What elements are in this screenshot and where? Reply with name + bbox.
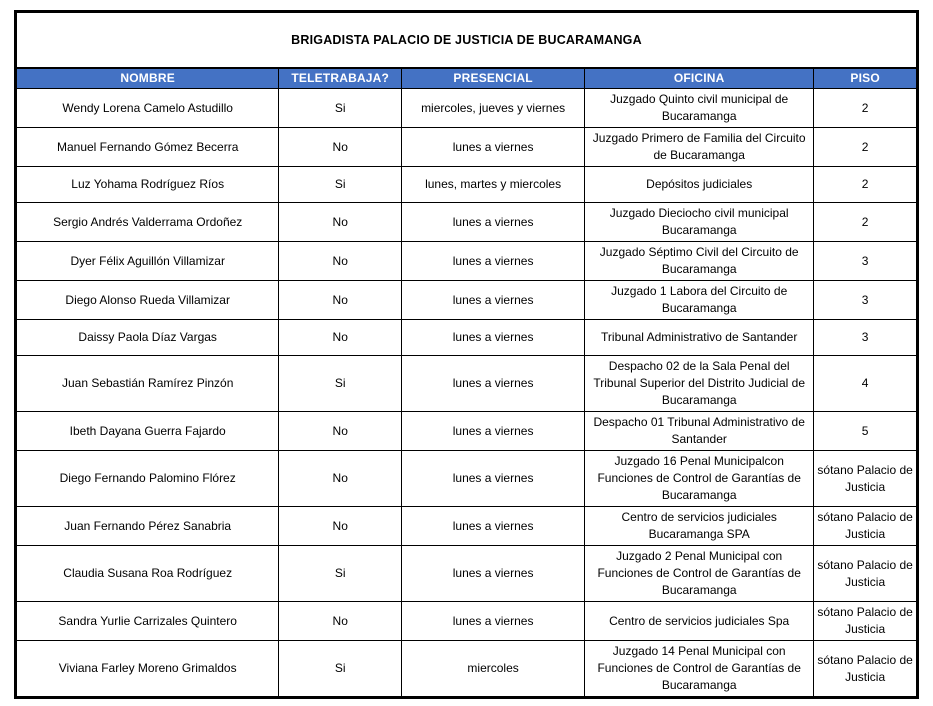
table-row: [16, 546, 918, 602]
cell-piso: sótano Palacio de Justicia: [814, 546, 918, 602]
cell-teletrabaja: Si: [279, 167, 402, 203]
header-row: [16, 68, 918, 89]
table-row: [16, 602, 918, 641]
cell-nombre: Wendy Lorena Camelo Astudillo: [16, 89, 279, 128]
cell-teletrabaja: Si: [279, 641, 402, 698]
cell-piso: sótano Palacio de Justicia: [814, 507, 918, 546]
cell-piso: 3: [814, 320, 918, 356]
column-header-presencial: PRESENCIAL: [402, 68, 585, 89]
table-row: [16, 412, 918, 451]
cell-nombre: Juan Fernando Pérez Sanabria: [16, 507, 279, 546]
cell-teletrabaja: No: [279, 507, 402, 546]
cell-nombre: Manuel Fernando Gómez Becerra: [16, 128, 279, 167]
cell-teletrabaja: Si: [279, 356, 402, 412]
cell-teletrabaja: No: [279, 602, 402, 641]
cell-oficina: Despacho 02 de la Sala Penal del Tribunal Superior del Distrito Judicial de Bucaramanga: [585, 356, 814, 412]
column-header-oficina: OFICINA: [585, 68, 814, 89]
cell-piso: 2: [814, 89, 918, 128]
cell-piso: 2: [814, 167, 918, 203]
cell-teletrabaja: No: [279, 281, 402, 320]
table-row: [16, 128, 918, 167]
cell-piso: sótano Palacio de Justicia: [814, 641, 918, 698]
cell-nombre: Juan Sebastián Ramírez Pinzón: [16, 356, 279, 412]
cell-teletrabaja: No: [279, 412, 402, 451]
table-row: [16, 320, 918, 356]
cell-piso: 4: [814, 356, 918, 412]
cell-presencial: lunes a viernes: [402, 507, 585, 546]
table-row: [16, 641, 918, 698]
cell-oficina: Juzgado Primero de Familia del Circuito de Bucaramanga: [585, 128, 814, 167]
cell-presencial: lunes a viernes: [402, 356, 585, 412]
cell-nombre: Diego Alonso Rueda Villamizar: [16, 281, 279, 320]
cell-piso: sótano Palacio de Justicia: [814, 451, 918, 507]
cell-teletrabaja: No: [279, 320, 402, 356]
title-row: [16, 12, 918, 68]
cell-oficina: Juzgado Séptimo Civil del Circuito de Bucaramanga: [585, 242, 814, 281]
cell-oficina: Juzgado Dieciocho civil municipal Bucaramanga: [585, 203, 814, 242]
cell-oficina: Depósitos judiciales: [585, 167, 814, 203]
cell-teletrabaja: No: [279, 128, 402, 167]
cell-nombre: Sergio Andrés Valderrama Ordoñez: [16, 203, 279, 242]
cell-teletrabaja: Si: [279, 89, 402, 128]
cell-presencial: lunes a viernes: [402, 546, 585, 602]
cell-piso: sótano Palacio de Justicia: [814, 602, 918, 641]
cell-piso: 3: [814, 281, 918, 320]
cell-oficina: Juzgado 2 Penal Municipal con Funciones de Control de Garantías de Bucaramanga: [585, 546, 814, 602]
table-row: [16, 356, 918, 412]
cell-oficina: Juzgado Quinto civil municipal de Bucaramanga: [585, 89, 814, 128]
cell-nombre: Diego Fernando Palomino Flórez: [16, 451, 279, 507]
cell-nombre: Sandra Yurlie Carrizales Quintero: [16, 602, 279, 641]
table-row: [16, 203, 918, 242]
page-title: BRIGADISTA PALACIO DE JUSTICIA DE BUCARAMANGA: [16, 12, 918, 68]
cell-oficina: Juzgado 1 Labora del Circuito de Bucaramanga: [585, 281, 814, 320]
cell-teletrabaja: No: [279, 203, 402, 242]
table-row: [16, 167, 918, 203]
cell-presencial: lunes a viernes: [402, 320, 585, 356]
cell-nombre: Ibeth Dayana Guerra Fajardo: [16, 412, 279, 451]
cell-nombre: Viviana Farley Moreno Grimaldos: [16, 641, 279, 698]
cell-oficina: Juzgado 16 Penal Municipalcon Funciones de Control de Garantías de Bucaramanga: [585, 451, 814, 507]
brigadista-table: [14, 10, 919, 699]
cell-presencial: miercoles, jueves y viernes: [402, 89, 585, 128]
cell-piso: 5: [814, 412, 918, 451]
cell-presencial: lunes a viernes: [402, 281, 585, 320]
column-header-piso: PISO: [814, 68, 918, 89]
cell-presencial: lunes a viernes: [402, 242, 585, 281]
cell-piso: 2: [814, 128, 918, 167]
cell-presencial: lunes a viernes: [402, 412, 585, 451]
cell-nombre: Luz Yohama Rodríguez Ríos: [16, 167, 279, 203]
cell-piso: 2: [814, 203, 918, 242]
cell-oficina: Centro de servicios judiciales Spa: [585, 602, 814, 641]
column-header-teletrabaja: TELETRABAJA?: [279, 68, 402, 89]
cell-teletrabaja: Si: [279, 546, 402, 602]
cell-teletrabaja: No: [279, 242, 402, 281]
cell-oficina: Centro de servicios judiciales Bucaramanga SPA: [585, 507, 814, 546]
cell-piso: 3: [814, 242, 918, 281]
table-row: [16, 89, 918, 128]
cell-nombre: Claudia Susana Roa Rodríguez: [16, 546, 279, 602]
table-row: [16, 451, 918, 507]
cell-oficina: Despacho 01 Tribunal Administrativo de Santander: [585, 412, 814, 451]
cell-presencial: miercoles: [402, 641, 585, 698]
cell-nombre: Daissy Paola Díaz Vargas: [16, 320, 279, 356]
cell-presencial: lunes a viernes: [402, 451, 585, 507]
cell-nombre: Dyer Félix Aguillón Villamizar: [16, 242, 279, 281]
cell-presencial: lunes a viernes: [402, 203, 585, 242]
cell-oficina: Juzgado 14 Penal Municipal con Funciones de Control de Garantías de Bucaramanga: [585, 641, 814, 698]
table-row: [16, 507, 918, 546]
table-row: [16, 281, 918, 320]
table-row: [16, 242, 918, 281]
cell-presencial: lunes, martes y miercoles: [402, 167, 585, 203]
cell-oficina: Tribunal Administrativo de Santander: [585, 320, 814, 356]
cell-presencial: lunes a viernes: [402, 128, 585, 167]
cell-presencial: lunes a viernes: [402, 602, 585, 641]
column-header-nombre: NOMBRE: [16, 68, 279, 89]
cell-teletrabaja: No: [279, 451, 402, 507]
